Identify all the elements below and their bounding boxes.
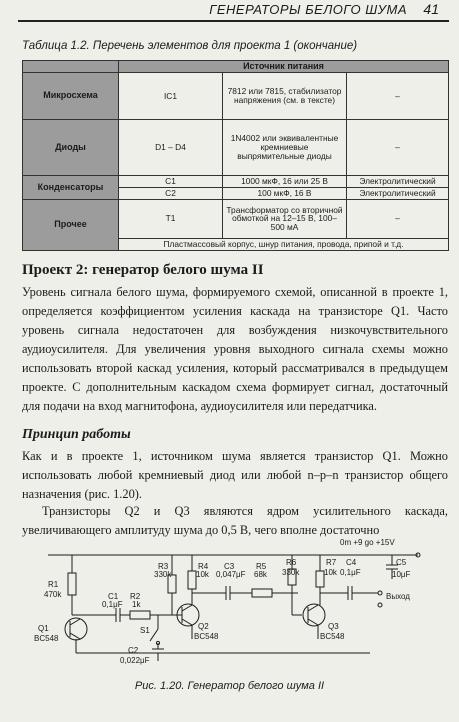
svg-text:R6: R6	[286, 558, 297, 567]
circuit-schematic	[30, 535, 430, 675]
table-cell: 1000 мкФ, 16 или 25 В	[223, 175, 347, 187]
table-row	[23, 200, 449, 239]
table-row	[23, 119, 449, 175]
supply-label: 0m +9 go +15V	[340, 538, 395, 547]
svg-text:Q2: Q2	[198, 622, 209, 631]
svg-text:R3: R3	[158, 562, 169, 571]
table-cell: C1	[119, 175, 223, 187]
resistor-r3	[154, 555, 176, 615]
svg-text:Выход: Выход	[386, 592, 410, 601]
table-caption: Таблица 1.2. Перечень элементов для проекта 1 (окончание)	[22, 40, 358, 52]
svg-text:BC548: BC548	[320, 632, 345, 641]
svg-text:Q1: Q1	[38, 624, 49, 633]
table-cell: –	[347, 119, 449, 175]
svg-text:10μF: 10μF	[392, 570, 411, 579]
table-cell: 100 мкФ, 16 В	[223, 187, 347, 199]
table-cell: IC1	[119, 73, 223, 120]
table-category: Микросхема	[23, 73, 119, 120]
capacitor-c4	[340, 558, 378, 600]
table-cell: Электролитический	[347, 187, 449, 199]
table-cell: –	[347, 73, 449, 120]
table-category: Конденсаторы	[23, 175, 119, 199]
svg-text:330k: 330k	[154, 570, 172, 579]
svg-text:0,047μF: 0,047μF	[216, 570, 246, 579]
page-number: 41	[423, 1, 439, 17]
body-paragraph: Транзисторы Q2 и Q3 являются ядром усилительного каскада, увеличивающего амплитуду шума до 0,5 В, чего вполне достаточно	[22, 504, 448, 537]
table-cell: Трансформатор со вторичной обмоткой на 12–15 В, 100–500 мА	[223, 200, 347, 239]
table-cell: T1	[119, 200, 223, 239]
output-terminal	[378, 591, 410, 607]
table-category: Прочее	[23, 200, 119, 251]
svg-text:10k: 10k	[324, 568, 337, 577]
resistor-r1	[44, 555, 76, 615]
transistor-q1	[34, 618, 87, 653]
table-cell: Пластмассовый корпус, шнур питания, провода, припой и т.д.	[119, 238, 449, 250]
svg-text:C5: C5	[396, 558, 407, 567]
table-cell: Электролитический	[347, 175, 449, 187]
svg-text:330k: 330k	[282, 568, 300, 577]
svg-text:0,1μF: 0,1μF	[102, 600, 123, 609]
running-header-title: ГЕНЕРАТОРЫ БЕЛОГО ШУМА	[209, 2, 407, 17]
svg-text:C1: C1	[108, 592, 119, 601]
svg-text:R7: R7	[326, 558, 337, 567]
svg-text:C4: C4	[346, 558, 357, 567]
table-cell: D1 – D4	[119, 119, 223, 175]
header-rule	[18, 20, 449, 22]
svg-text:S1: S1	[140, 626, 150, 635]
svg-text:Q3: Q3	[328, 622, 339, 631]
svg-text:R5: R5	[256, 562, 267, 571]
svg-text:BC548: BC548	[34, 634, 59, 643]
table-section-header: Источник питания	[119, 61, 449, 73]
table-cell: –	[347, 200, 449, 239]
capacitor-c2	[120, 646, 164, 665]
transistor-q2	[177, 604, 219, 641]
table-cell: 7812 или 7815, стабилизатор напряжения (см. в тексте)	[223, 73, 347, 120]
table-row	[23, 175, 449, 187]
svg-text:68k: 68k	[254, 570, 267, 579]
resistor-r2	[130, 592, 182, 619]
table-row	[23, 73, 449, 120]
svg-text:R2: R2	[130, 592, 141, 601]
svg-text:470k: 470k	[44, 590, 62, 599]
svg-text:1k: 1k	[132, 600, 141, 609]
switch-s1	[140, 615, 160, 649]
table-cell: C2	[119, 187, 223, 199]
resistor-r7	[316, 555, 338, 605]
body-paragraph: Уровень сигнала белого шума, формируемого схемой, описанной в проекте 1, определяется коэффициентом усиления каскада на транзисторе Q1. Часто уровень сигнала недостаточен для возбуждения низкочувствительного аудиоусилителя. Для увеличения уровня выходного сигнала схемы можно использовать второй каскад усиления, который рассматривался в предыдущем проекте. С дополнительным каскадом схема формирует сигнал, достаточный для подачи на вход магнитофона, аудиоусилителя или передатчика.	[22, 285, 448, 413]
svg-text:C2: C2	[128, 646, 139, 655]
svg-text:R4: R4	[198, 562, 209, 571]
capacitor-c1	[102, 592, 130, 622]
subsection-heading: Принцип работы	[22, 427, 131, 442]
svg-text:10k: 10k	[196, 570, 209, 579]
svg-text:R1: R1	[48, 580, 59, 589]
table-cell	[23, 61, 119, 73]
capacitor-c3	[216, 562, 252, 600]
running-header	[0, 0, 459, 26]
section-heading: Проект 2: генератор белого шума II	[22, 262, 264, 278]
table-category: Диоды	[23, 119, 119, 175]
svg-text:0,022μF: 0,022μF	[120, 656, 150, 665]
svg-text:C3: C3	[224, 562, 235, 571]
parts-table	[22, 60, 449, 251]
table-cell: 1N4002 или эквивалентные кремниевые выпрямительные диоды	[223, 119, 347, 175]
resistor-r4	[188, 555, 210, 605]
svg-text:0,1μF: 0,1μF	[340, 568, 361, 577]
capacitor-c5	[386, 555, 411, 579]
transistor-q3	[303, 604, 345, 641]
body-paragraph: Как и в проекте 1, источником шума является транзистор Q1. Можно использовать любой кремниевый диод или любой n–p–n транзистор общего назначения (рис. 1.20).	[22, 449, 448, 501]
svg-text:BC548: BC548	[194, 632, 219, 641]
resistor-r6	[282, 555, 300, 615]
table-row	[23, 61, 449, 73]
figure-caption: Рис. 1.20. Генератор белого шума II	[134, 680, 325, 692]
